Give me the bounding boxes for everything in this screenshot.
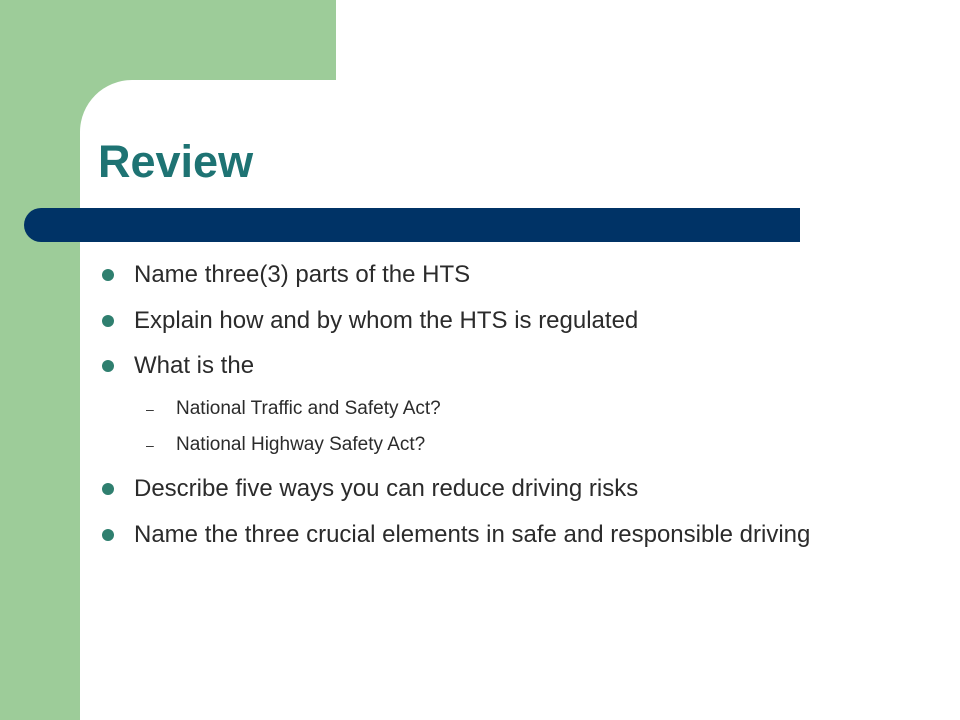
sub-bullet-item <box>146 396 776 422</box>
bullet-item <box>134 473 814 505</box>
bullet-item <box>134 259 814 291</box>
bullet-dot-icon <box>102 269 114 281</box>
bullet-dot-icon <box>102 360 114 372</box>
bullet-text: What is the <box>134 352 255 379</box>
bullet-text: Name three(3) parts of the HTS <box>134 261 471 288</box>
sub-bullet-text: National Traffic and Safety Act? <box>176 398 441 419</box>
bullet-text: Describe five ways you can reduce driving risks <box>134 475 639 502</box>
sub-bullet-text: National Highway Safety Act? <box>176 434 426 455</box>
slide-title: Review <box>98 136 254 187</box>
dash-icon: – <box>146 437 154 453</box>
bullet-dot-icon <box>102 529 114 541</box>
dash-icon: – <box>146 401 154 417</box>
bullet-text: Explain how and by whom the HTS is regulated <box>134 307 639 334</box>
bullet-dot-icon <box>102 315 114 327</box>
sub-bullet-item <box>146 432 776 458</box>
bullet-text: Name the three crucial elements in safe and responsible driving <box>134 521 811 548</box>
bullet-item <box>134 305 814 337</box>
bullet-item <box>134 519 814 551</box>
bullet-item <box>134 350 814 382</box>
bullet-dot-icon <box>102 483 114 495</box>
